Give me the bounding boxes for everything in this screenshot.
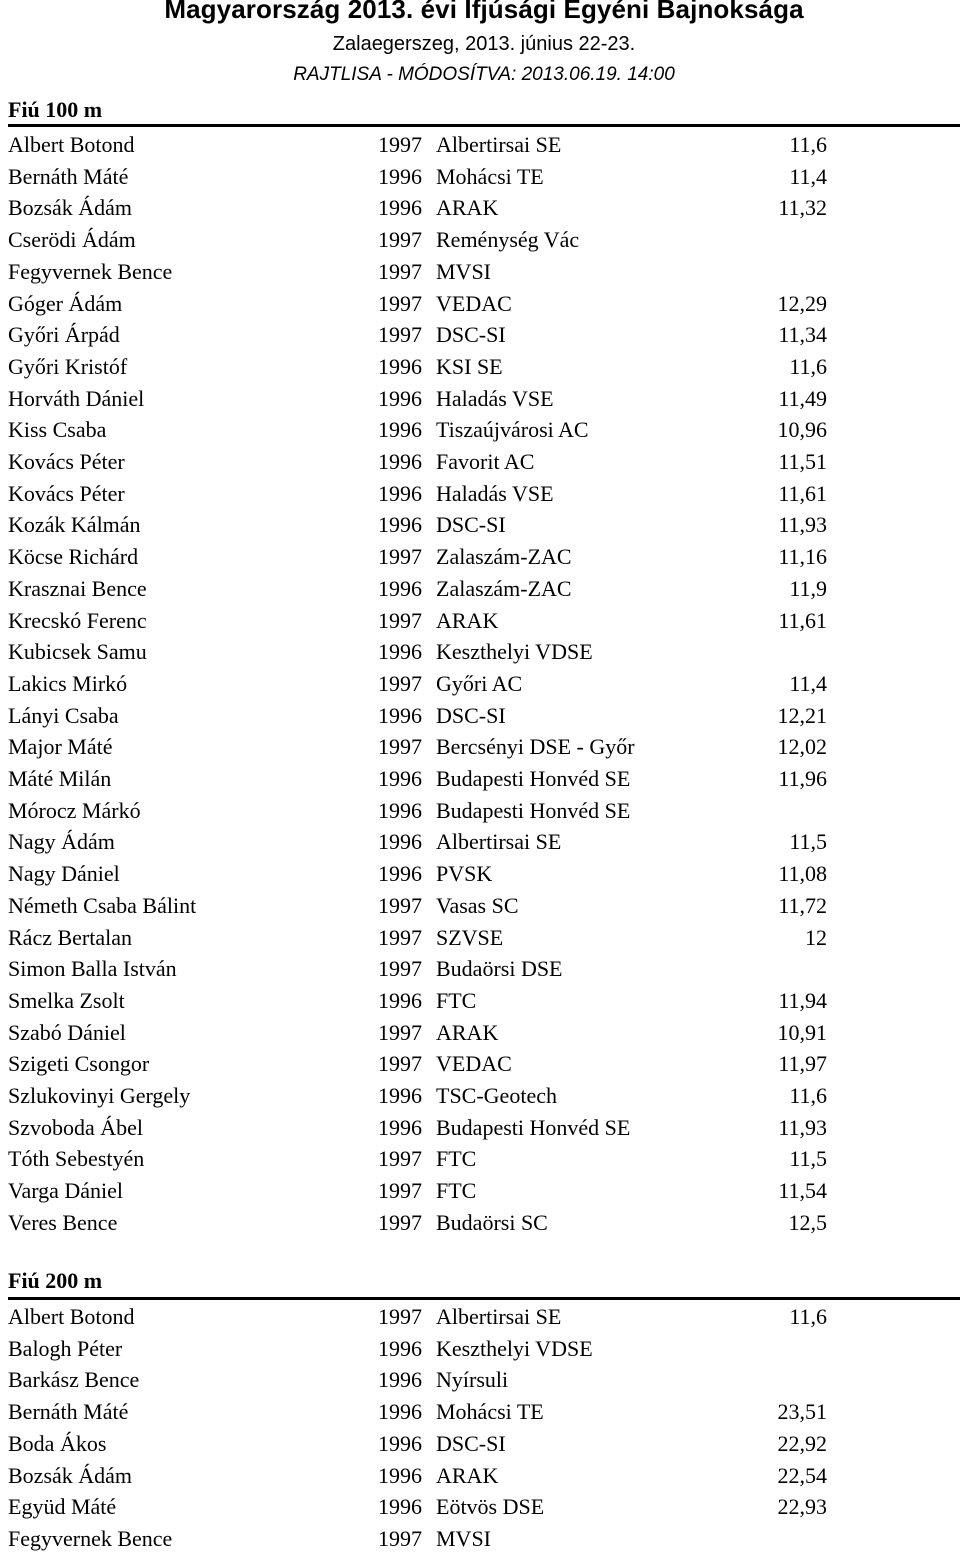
table-row bbox=[0, 1112, 960, 1144]
birth-year: 1997 bbox=[378, 258, 422, 284]
club-name: Budapesti Honvéd SE bbox=[436, 797, 631, 823]
birth-year: 1997 bbox=[378, 924, 422, 950]
club-name: Vasas SC bbox=[436, 892, 519, 918]
table-row bbox=[0, 1333, 960, 1365]
club-name: Zalaszám-ZAC bbox=[436, 544, 572, 570]
athlete-name: Varga Dániel bbox=[8, 1178, 124, 1204]
club-name: Haladás VSE bbox=[436, 480, 554, 506]
athlete-name: Krecskó Ferenc bbox=[8, 607, 147, 633]
club-name: Budapesti Honvéd SE bbox=[436, 1114, 631, 1140]
birth-year: 1997 bbox=[378, 670, 422, 696]
birth-year: 1997 bbox=[378, 227, 422, 253]
section-title: Fiú 100 m bbox=[8, 97, 103, 122]
athlete-name: Balogh Péter bbox=[8, 1335, 123, 1361]
birth-year: 1996 bbox=[378, 417, 422, 443]
table-row bbox=[0, 605, 960, 637]
birth-year: 1997 bbox=[378, 132, 422, 157]
club-name: MVSI bbox=[436, 1525, 492, 1551]
birth-year: 1996 bbox=[378, 797, 422, 823]
entry-result: 11,4 bbox=[789, 163, 827, 189]
birth-year: 1996 bbox=[378, 480, 422, 506]
entry-result: 11,96 bbox=[778, 766, 827, 791]
birth-year: 1996 bbox=[378, 987, 422, 1013]
club-name: Budaörsi DSE bbox=[436, 956, 563, 982]
club-name: Albertirsai SE bbox=[436, 829, 562, 855]
table-row bbox=[0, 478, 960, 510]
table-row bbox=[0, 224, 960, 256]
athlete-name: Bernáth Máté bbox=[8, 1399, 129, 1425]
club-name: Zalaszám-ZAC bbox=[436, 575, 572, 601]
athlete-name: Szabó Dániel bbox=[8, 1019, 126, 1045]
entry-result: 11,4 bbox=[789, 670, 827, 696]
entry-result: 11,49 bbox=[778, 385, 827, 411]
birth-year: 1997 bbox=[378, 1146, 422, 1172]
table-row bbox=[0, 1491, 960, 1523]
table-row bbox=[0, 731, 960, 763]
table-row bbox=[0, 890, 960, 922]
club-name: Győri AC bbox=[436, 670, 523, 696]
entry-result: 12,02 bbox=[777, 734, 827, 760]
club-name: ARAK bbox=[436, 1019, 499, 1045]
birth-year: 1997 bbox=[378, 1525, 422, 1551]
club-name: Nyírsuli bbox=[436, 1367, 509, 1393]
table-row bbox=[0, 1396, 960, 1428]
athlete-name: Szvoboda Ábel bbox=[8, 1114, 144, 1140]
athlete-name: Győri Árpád bbox=[8, 322, 120, 348]
birth-year: 1996 bbox=[378, 1462, 422, 1488]
entry-result: 22,54 bbox=[777, 1462, 827, 1488]
athlete-name: Albert Botond bbox=[8, 1304, 135, 1329]
birth-year: 1996 bbox=[378, 639, 422, 665]
club-name: DSC-SI bbox=[436, 702, 506, 728]
entry-result: 11,5 bbox=[789, 829, 827, 855]
athlete-name: Smelka Zsolt bbox=[8, 987, 125, 1013]
athlete-name: Németh Csaba Bálint bbox=[8, 892, 197, 918]
table-row bbox=[0, 1428, 960, 1460]
club-name: SZVSE bbox=[436, 924, 504, 950]
athlete-name: Együd Máté bbox=[8, 1494, 117, 1520]
birth-year: 1996 bbox=[378, 702, 422, 728]
entry-result: 22,92 bbox=[777, 1430, 827, 1456]
birth-year: 1996 bbox=[378, 1335, 422, 1361]
table-row bbox=[0, 668, 960, 700]
entry-result: 22,93 bbox=[777, 1494, 827, 1520]
entry-result: 11,97 bbox=[778, 1051, 827, 1077]
athlete-name: Nagy Dániel bbox=[8, 861, 120, 887]
birth-year: 1996 bbox=[378, 353, 422, 379]
athlete-name: Kovács Péter bbox=[8, 480, 125, 506]
birth-year: 1996 bbox=[378, 1494, 422, 1520]
athlete-name: Fegyvernek Bence bbox=[8, 1525, 173, 1551]
entry-result: 12,21 bbox=[777, 702, 827, 728]
section-title: Fiú 200 m bbox=[8, 1268, 103, 1293]
entry-result: 11,94 bbox=[778, 987, 827, 1013]
athlete-name: Kovács Péter bbox=[8, 449, 125, 474]
entry-result: 12 bbox=[805, 924, 827, 950]
club-name: ARAK bbox=[436, 607, 499, 633]
club-name: Keszthelyi VDSE bbox=[436, 1335, 593, 1361]
birth-year: 1996 bbox=[378, 385, 422, 411]
athlete-name: Horváth Dániel bbox=[8, 385, 145, 411]
table-row bbox=[0, 129, 960, 161]
athlete-name: Köcse Richárd bbox=[8, 544, 139, 570]
birth-year: 1996 bbox=[378, 195, 422, 221]
birth-year: 1997 bbox=[378, 892, 422, 918]
birth-year: 1996 bbox=[378, 163, 422, 189]
birth-year: 1996 bbox=[378, 1367, 422, 1393]
athlete-name: Máté Milán bbox=[8, 766, 112, 791]
club-name: DSC-SI bbox=[436, 322, 506, 348]
birth-year: 1997 bbox=[378, 734, 422, 760]
athlete-name: Szigeti Csongor bbox=[8, 1051, 150, 1077]
athlete-name: Major Máté bbox=[8, 734, 113, 760]
entry-result: 11,93 bbox=[778, 512, 827, 538]
birth-year: 1996 bbox=[378, 829, 422, 855]
table-row bbox=[0, 446, 960, 478]
club-name: ARAK bbox=[436, 195, 499, 221]
athlete-name: Bozsák Ádám bbox=[8, 195, 133, 221]
entry-result: 11,6 bbox=[789, 1304, 827, 1329]
table-row bbox=[0, 763, 960, 795]
athlete-name: Góger Ádám bbox=[8, 290, 123, 316]
athlete-name: Bozsák Ádám bbox=[8, 1462, 133, 1488]
club-name: Albertirsai SE bbox=[436, 1304, 562, 1329]
table-row bbox=[0, 1048, 960, 1080]
entry-result: 11,32 bbox=[778, 195, 827, 221]
modification-note: RAJTLISA - MÓDOSÍTVA: 2013.06.19. 14:00 bbox=[293, 64, 675, 85]
table-row bbox=[0, 351, 960, 383]
club-name: Bercsényi DSE - Győr bbox=[436, 734, 635, 760]
athlete-name: Rácz Bertalan bbox=[8, 924, 132, 950]
table-row bbox=[0, 1364, 960, 1396]
table-row bbox=[0, 1523, 960, 1555]
birth-year: 1997 bbox=[378, 290, 422, 316]
table-row bbox=[0, 1207, 960, 1239]
table-row bbox=[0, 858, 960, 890]
section-divider bbox=[8, 124, 960, 127]
club-name: Budapesti Honvéd SE bbox=[436, 766, 631, 791]
table-row bbox=[0, 1175, 960, 1207]
table-row bbox=[0, 414, 960, 446]
section-divider bbox=[8, 1297, 960, 1300]
athlete-name: Kiss Csaba bbox=[8, 417, 107, 443]
table-row bbox=[0, 192, 960, 224]
table-row bbox=[0, 161, 960, 193]
table-row bbox=[0, 985, 960, 1017]
club-name: Haladás VSE bbox=[436, 385, 554, 411]
birth-year: 1997 bbox=[378, 322, 422, 348]
table-row bbox=[0, 1017, 960, 1049]
table-row bbox=[0, 1460, 960, 1492]
athlete-name: Mórocz Márkó bbox=[8, 797, 141, 823]
table-row bbox=[0, 541, 960, 573]
table-row bbox=[0, 1301, 960, 1333]
club-name: Reménység Vác bbox=[436, 227, 580, 253]
club-name: DSC-SI bbox=[436, 1430, 506, 1456]
club-name: Mohácsi TE bbox=[436, 163, 544, 189]
birth-year: 1996 bbox=[378, 1083, 422, 1108]
birth-year: 1997 bbox=[378, 607, 422, 633]
entry-result: 11,5 bbox=[789, 1146, 827, 1172]
club-name: Budaörsi SC bbox=[436, 1209, 548, 1235]
entry-result: 10,96 bbox=[777, 417, 827, 443]
table-row bbox=[0, 953, 960, 985]
birth-year: 1996 bbox=[378, 766, 422, 791]
athlete-name: Lányi Csaba bbox=[8, 702, 119, 728]
athlete-name: Kozák Kálmán bbox=[8, 512, 141, 538]
entry-result: 11,08 bbox=[778, 861, 827, 887]
club-name: Eötvös DSE bbox=[436, 1494, 545, 1520]
table-row bbox=[0, 1080, 960, 1112]
athlete-name: Albert Botond bbox=[8, 132, 135, 157]
athlete-name: Kubicsek Samu bbox=[8, 639, 147, 665]
club-name: Keszthelyi VDSE bbox=[436, 639, 593, 665]
club-name: FTC bbox=[436, 987, 477, 1013]
club-name: Tiszaújvárosi AC bbox=[436, 417, 589, 443]
table-row bbox=[0, 826, 960, 858]
entry-result: 11,93 bbox=[778, 1114, 827, 1140]
event-location-date: Zalaegerszeg, 2013. június 22-23. bbox=[332, 33, 636, 55]
entry-result: 10,91 bbox=[777, 1019, 827, 1045]
birth-year: 1996 bbox=[378, 575, 422, 601]
entry-result: 11,61 bbox=[778, 607, 827, 633]
athlete-name: Bernáth Máté bbox=[8, 163, 129, 189]
club-name: DSC-SI bbox=[436, 512, 506, 538]
entry-result: 11,6 bbox=[789, 132, 827, 157]
table-row bbox=[0, 256, 960, 288]
table-row bbox=[0, 288, 960, 320]
entry-result: 11,51 bbox=[778, 449, 827, 474]
club-name: Albertirsai SE bbox=[436, 132, 562, 157]
birth-year: 1997 bbox=[378, 1209, 422, 1235]
table-row bbox=[0, 319, 960, 351]
club-name: MVSI bbox=[436, 258, 492, 284]
birth-year: 1997 bbox=[378, 1304, 422, 1329]
athlete-name: Lakics Mirkó bbox=[8, 670, 128, 696]
entry-result: 11,34 bbox=[778, 322, 827, 348]
athlete-name: Tóth Sebestyén bbox=[8, 1146, 145, 1172]
table-row bbox=[0, 509, 960, 541]
birth-year: 1996 bbox=[378, 449, 422, 474]
athlete-name: Krasznai Bence bbox=[8, 575, 147, 601]
club-name: KSI SE bbox=[436, 353, 503, 379]
birth-year: 1997 bbox=[378, 956, 422, 982]
athlete-name: Boda Ákos bbox=[8, 1430, 107, 1456]
club-name: Favorit AC bbox=[436, 449, 535, 474]
birth-year: 1996 bbox=[378, 1114, 422, 1140]
birth-year: 1996 bbox=[378, 1430, 422, 1456]
athlete-name: Barkász Bence bbox=[8, 1367, 140, 1393]
birth-year: 1997 bbox=[378, 544, 422, 570]
entry-result: 23,51 bbox=[777, 1399, 827, 1425]
athlete-name: Simon Balla István bbox=[8, 956, 177, 982]
table-row bbox=[0, 795, 960, 827]
entry-result: 12,5 bbox=[788, 1209, 827, 1235]
club-name: VEDAC bbox=[436, 290, 512, 316]
table-row bbox=[0, 383, 960, 415]
entry-result: 11,72 bbox=[778, 892, 827, 918]
club-name: TSC-Geotech bbox=[436, 1083, 557, 1108]
athlete-name: Nagy Ádám bbox=[8, 829, 115, 855]
birth-year: 1996 bbox=[378, 1399, 422, 1425]
entry-result: 11,6 bbox=[789, 353, 827, 379]
table-row bbox=[0, 636, 960, 668]
club-name: FTC bbox=[436, 1178, 477, 1204]
birth-year: 1997 bbox=[378, 1051, 422, 1077]
table-row bbox=[0, 922, 960, 954]
championship-title: Magyarország 2013. évi Ifjúsági Egyéni Bajnoksága bbox=[164, 0, 804, 24]
club-name: Mohácsi TE bbox=[436, 1399, 544, 1425]
athlete-name: Fegyvernek Bence bbox=[8, 258, 173, 284]
club-name: ARAK bbox=[436, 1462, 499, 1488]
entry-result: 11,61 bbox=[778, 480, 827, 506]
entry-result: 11,9 bbox=[789, 575, 827, 601]
club-name: FTC bbox=[436, 1146, 477, 1172]
athlete-name: Veres Bence bbox=[8, 1209, 118, 1235]
birth-year: 1996 bbox=[378, 861, 422, 887]
entry-result: 11,16 bbox=[778, 544, 827, 570]
birth-year: 1997 bbox=[378, 1019, 422, 1045]
table-row bbox=[0, 1143, 960, 1175]
entry-result: 11,6 bbox=[789, 1083, 827, 1108]
athlete-name: Győri Kristóf bbox=[8, 353, 128, 379]
table-row bbox=[0, 700, 960, 732]
athlete-name: Cserödi Ádám bbox=[8, 227, 136, 253]
birth-year: 1996 bbox=[378, 512, 422, 538]
entry-result: 11,54 bbox=[778, 1178, 827, 1204]
club-name: PVSK bbox=[436, 861, 493, 887]
birth-year: 1997 bbox=[378, 1178, 422, 1204]
entry-result: 12,29 bbox=[777, 290, 827, 316]
club-name: VEDAC bbox=[436, 1051, 512, 1077]
athlete-name: Szlukovinyi Gergely bbox=[8, 1083, 191, 1108]
table-row bbox=[0, 573, 960, 605]
